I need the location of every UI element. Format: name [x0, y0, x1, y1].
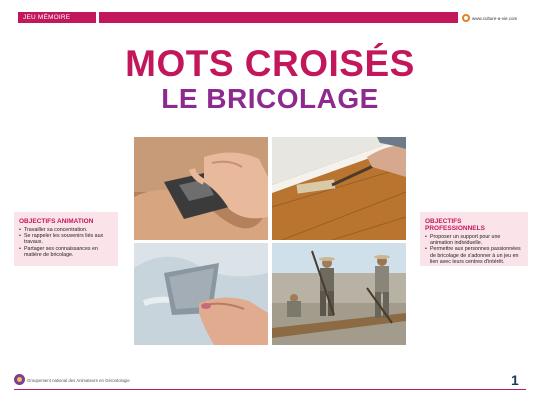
objectives-animation-title: OBJECTIFS ANIMATION	[19, 218, 94, 225]
footer-divider	[14, 389, 526, 390]
organization-name: Groupement national des Animateurs en Gérontologie	[27, 378, 130, 383]
site-logo-icon	[462, 14, 470, 22]
header-bar	[99, 12, 458, 23]
objectives-professional-item: • Proposer un support pour une animation individuelle.	[425, 234, 523, 246]
plastering-wall-photo	[134, 243, 268, 345]
objectives-professional-title: OBJECTIFS PROFESSIONNELS	[425, 218, 485, 232]
header-tag: JEU MÉMOIRE	[18, 12, 96, 23]
sanding-wood-photo	[134, 137, 268, 240]
page-subtitle: LE BRICOLAGE	[161, 83, 379, 114]
site-link[interactable]	[462, 13, 517, 23]
page-title: MOTS CROISÉS	[125, 43, 415, 84]
page-number: 1	[511, 372, 519, 388]
site-url[interactable]: www.culture-a-vie.com	[472, 15, 518, 21]
objectives-animation-item: • Travailler sa concentration.	[19, 227, 113, 233]
objectives-animation-item: • Se rappeler les souvenirs liés aux travaux.	[19, 233, 113, 245]
objectives-animation-panel	[14, 212, 118, 266]
objectives-animation-item: • Partager ses connaissances en matière de bricolage.	[19, 246, 113, 258]
varnishing-floor-photo	[272, 137, 406, 240]
organization-logo-icon	[14, 374, 25, 385]
workers-pouring-concrete-photo	[272, 243, 406, 345]
objectives-professional-panel	[420, 212, 528, 266]
objectives-professional-item: • Permettre aux personnes passionnées de bricolage de s'adonner à un jeu en lien avec leurs centres d'intérêt.	[425, 246, 523, 265]
